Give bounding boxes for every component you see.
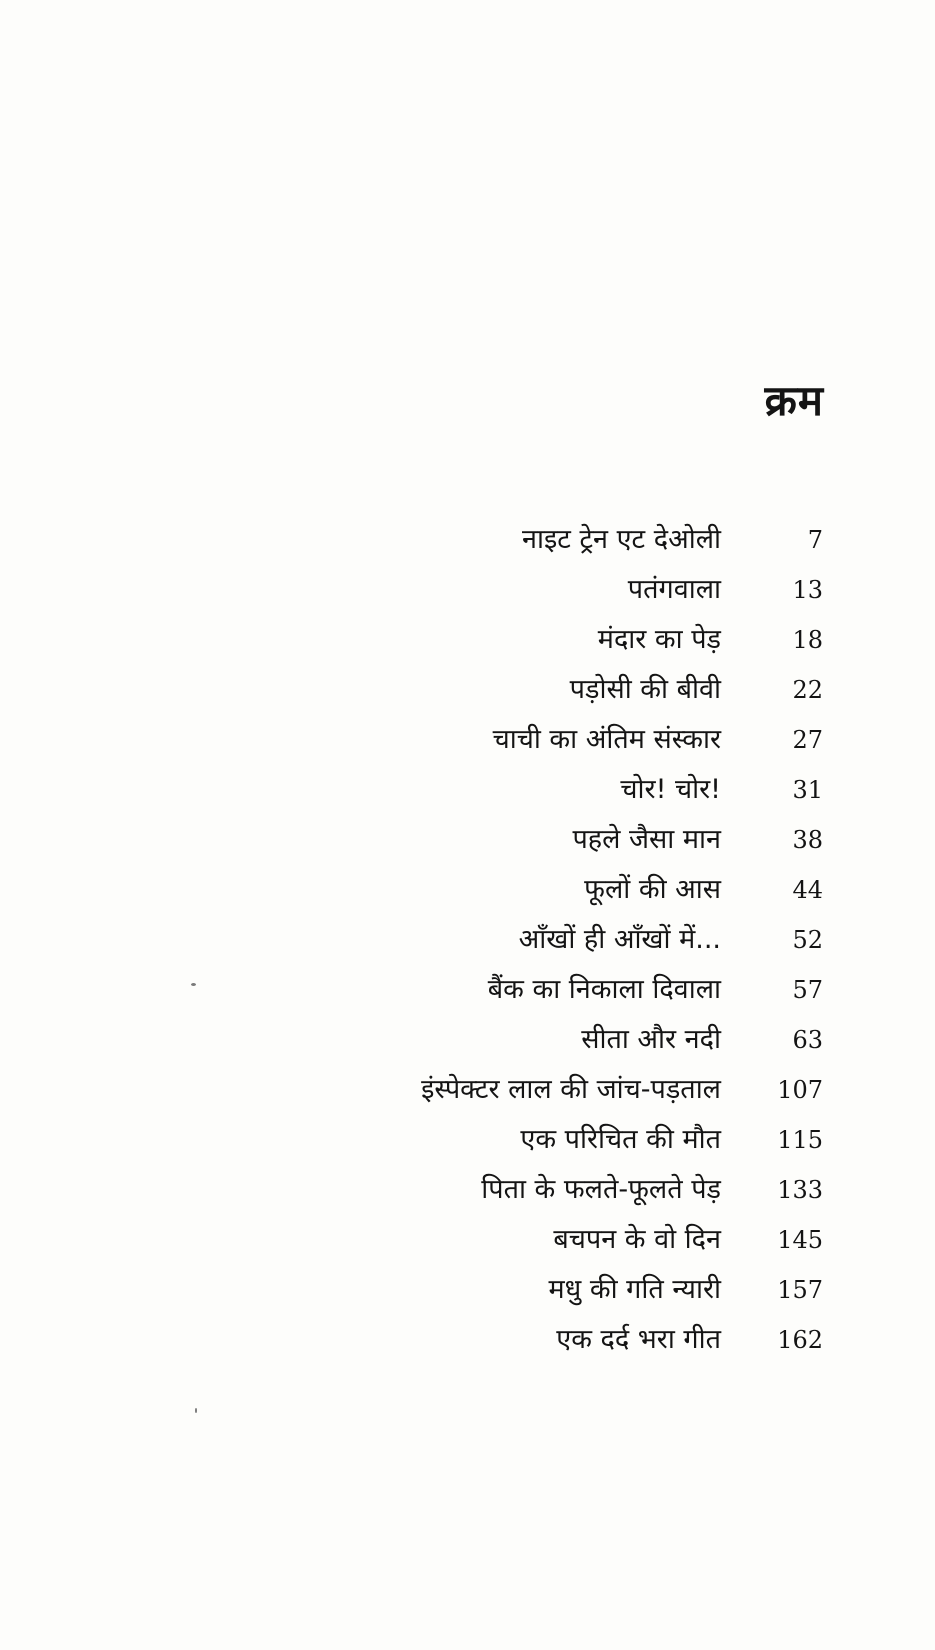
page-number: 13	[792, 576, 823, 604]
chapter-title: इंस्पेक्टर लाल की जांच-पड़ताल	[421, 1074, 721, 1105]
contents-entry	[0, 1170, 935, 1220]
chapter-title: पिता के फलते-फूलते पेड़	[481, 1174, 721, 1205]
page-number: 57	[792, 976, 823, 1004]
page-number: 52	[792, 926, 823, 954]
page-number: 18	[792, 626, 823, 654]
page-number: 27	[792, 726, 823, 754]
chapter-title: एक परिचित की मौत	[520, 1124, 721, 1155]
contents-entry	[0, 970, 935, 1020]
contents-heading: क्रम	[764, 376, 824, 426]
contents-entry	[0, 820, 935, 870]
page-number: 31	[792, 776, 823, 804]
page-number: 44	[792, 876, 823, 904]
contents-entry	[0, 720, 935, 770]
page-number: 145	[777, 1226, 823, 1254]
page-speck	[195, 1408, 197, 1413]
page-number: 38	[792, 826, 823, 854]
chapter-title: आँखों ही आँखों में...	[518, 924, 721, 955]
contents-entry	[0, 570, 935, 620]
page-number: 22	[792, 676, 823, 704]
contents-entry	[0, 1120, 935, 1170]
chapter-title: चाची का अंतिम संस्कार	[492, 724, 721, 755]
chapter-title: नाइट ट्रेन एट देओली	[522, 524, 721, 555]
contents-entry	[0, 1270, 935, 1320]
page-number: 133	[777, 1176, 823, 1204]
page-number: 7	[807, 526, 823, 554]
contents-entry	[0, 1070, 935, 1120]
contents-list	[0, 520, 935, 1370]
contents-entry	[0, 920, 935, 970]
page-speck	[191, 983, 196, 986]
page-number: 157	[777, 1276, 823, 1304]
contents-entry	[0, 670, 935, 720]
contents-entry	[0, 770, 935, 820]
chapter-title: मंदार का पेड़	[597, 624, 721, 655]
page-number: 162	[777, 1326, 823, 1354]
chapter-title: सीता और नदी	[581, 1024, 721, 1055]
chapter-title: पतंगवाला	[627, 574, 721, 605]
contents-entry	[0, 1320, 935, 1370]
chapter-title: बचपन के वो दिन	[553, 1224, 721, 1255]
contents-entry	[0, 1220, 935, 1270]
chapter-title: पहले जैसा मान	[572, 824, 721, 855]
chapter-title: एक दर्द भरा गीत	[556, 1324, 721, 1355]
chapter-title: फूलों की आस	[584, 874, 721, 905]
page-number: 115	[777, 1126, 823, 1154]
chapter-title: बैंक का निकाला दिवाला	[487, 974, 721, 1005]
contents-entry	[0, 620, 935, 670]
chapter-title: पड़ोसी की बीवी	[569, 674, 721, 705]
page-number: 107	[777, 1076, 823, 1104]
page-number: 63	[792, 1026, 823, 1054]
contents-entry	[0, 870, 935, 920]
contents-entry	[0, 520, 935, 570]
contents-entry	[0, 1020, 935, 1070]
chapter-title: चोर! चोर!	[620, 774, 721, 805]
chapter-title: मधु की गति न्यारी	[548, 1274, 721, 1305]
